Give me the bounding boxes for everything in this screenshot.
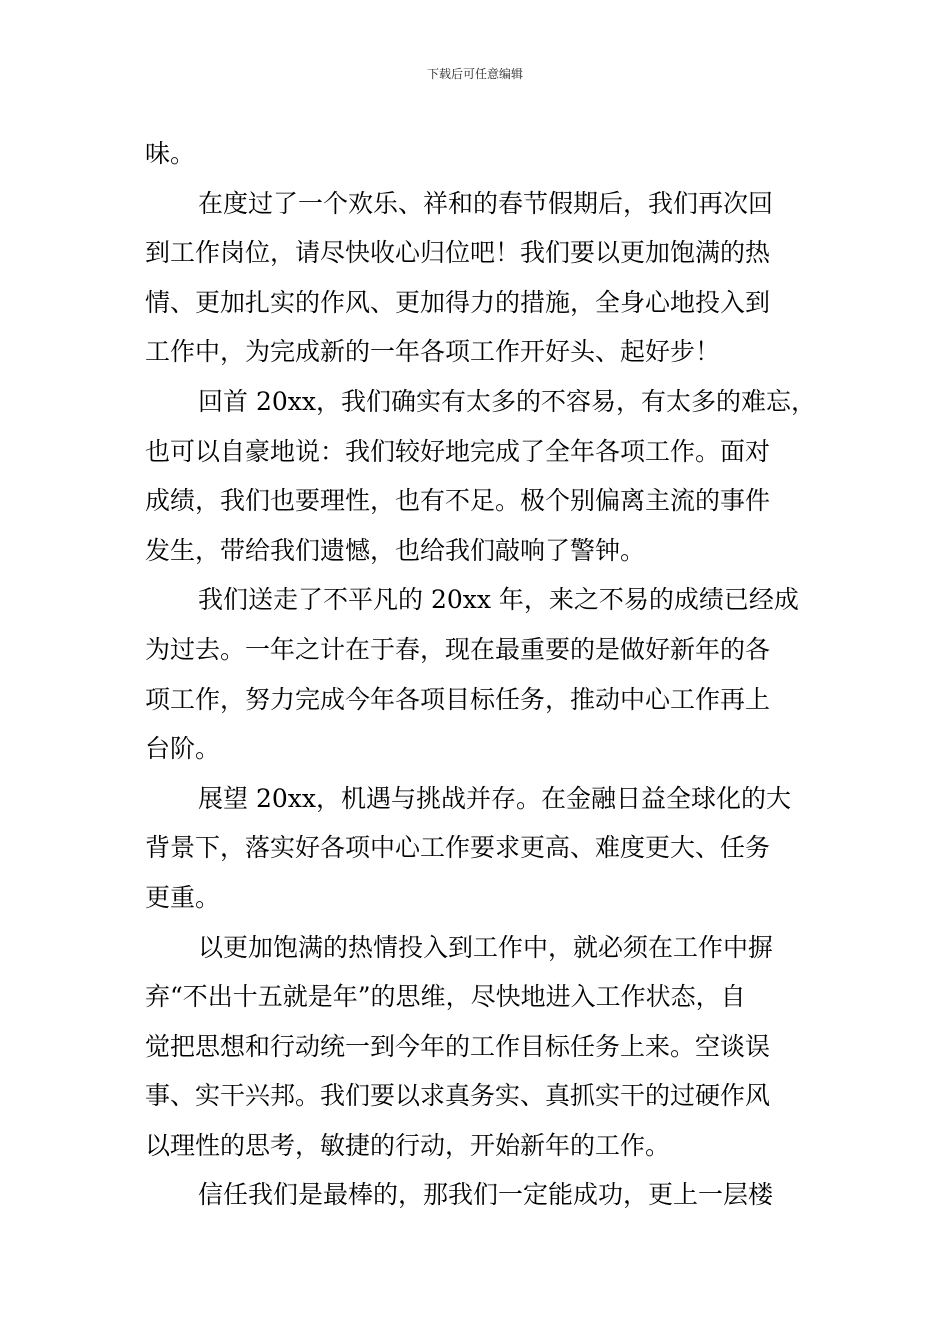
body-line: 以更加饱满的热情投入到工作中，就必须在工作中摒 xyxy=(198,932,774,962)
body-line: 味。 xyxy=(145,139,196,168)
body-line: 回首 20xx，我们确实有太多的不容易，有太多的难忘， xyxy=(198,386,816,416)
body-line: 情、更加扎实的作风、更加得力的措施，全身心地投入到 xyxy=(145,287,771,317)
body-line: 成绩，我们也要理性，也有不足。极个别偏离主流的事件 xyxy=(145,486,771,516)
body-line: 台阶。 xyxy=(145,734,221,764)
body-line: 弃“不出十五就是年”的思维，尽快地进入工作状态，自 xyxy=(145,982,746,1012)
page-header-note: 下载后可任意编辑 xyxy=(426,67,523,81)
body-line: 展望 20xx，机遇与挑战并存。在金融日益全球化的大 xyxy=(198,783,791,813)
body-line: 项工作，努力完成今年各项目标任务，推动中心工作再上 xyxy=(145,684,771,714)
document-body xyxy=(145,129,816,1220)
body-line: 以理性的思考，敏捷的行动，开始新年的工作。 xyxy=(145,1130,671,1160)
body-line: 背景下，落实好各项中心工作要求更高、难度更大、任务 xyxy=(145,833,771,863)
body-line: 在度过了一个欢乐、祥和的春节假期后，我们再次回 xyxy=(198,188,774,218)
body-line: 到工作岗位，请尽快收心归位吧！我们要以更加饱满的热 xyxy=(145,238,771,268)
body-line: 信任我们是最棒的，那我们一定能成功，更上一层楼 xyxy=(198,1180,774,1210)
body-line: 觉把思想和行动统一到今年的工作目标任务上来。空谈误 xyxy=(145,1031,771,1061)
body-line: 更重。 xyxy=(145,882,221,912)
body-line: 事、实干兴邦。我们要以求真务实、真抓实干的过硬作风 xyxy=(145,1081,771,1111)
body-line: 也可以自豪地说：我们较好地完成了全年各项工作。面对 xyxy=(145,436,771,466)
body-line: 发生，带给我们遗憾，也给我们敲响了警钟。 xyxy=(145,535,646,565)
body-line: 我们送走了不平凡的 20xx 年，来之不易的成绩已经成 xyxy=(198,585,799,615)
body-line: 工作中，为完成新的一年各项工作开好头、起好步！ xyxy=(145,337,721,367)
body-line: 为过去。一年之计在于春，现在最重要的是做好新年的各 xyxy=(145,634,771,664)
